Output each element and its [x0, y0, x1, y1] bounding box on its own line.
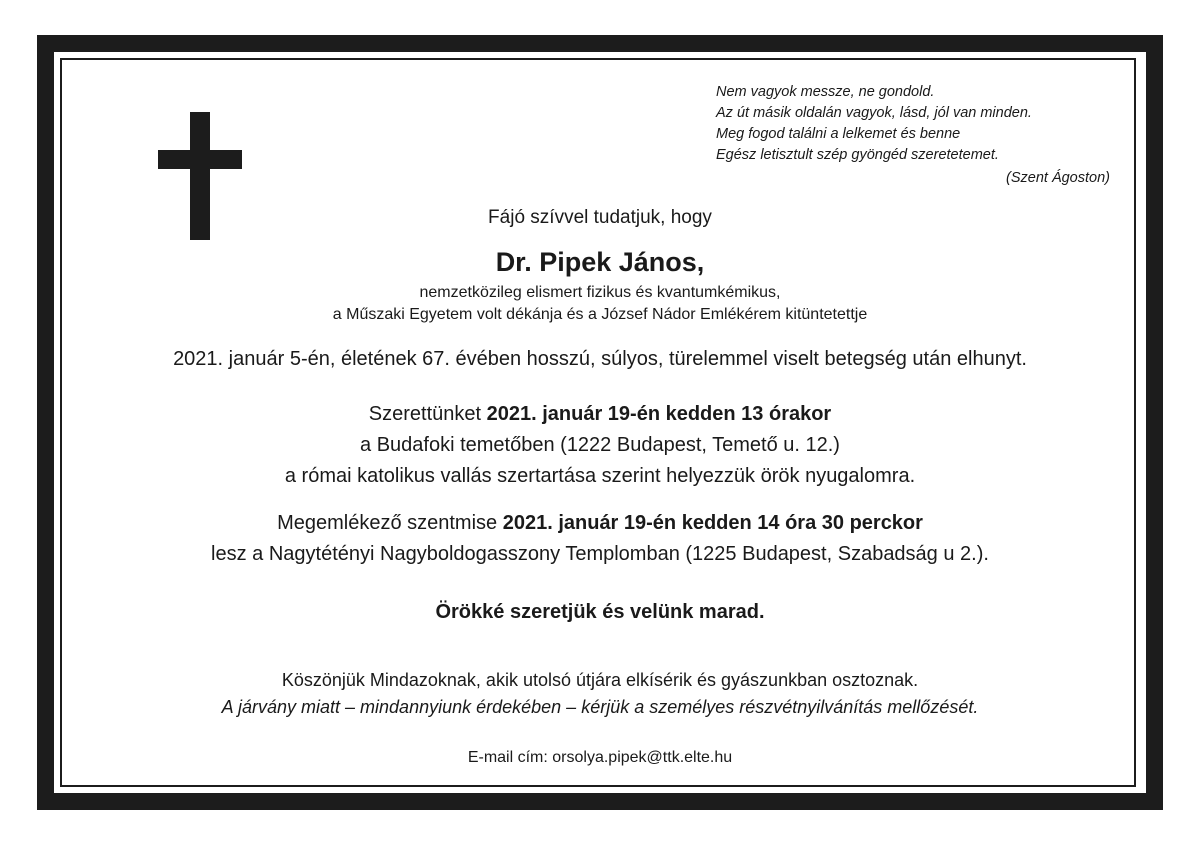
poem-author: (Szent Ágoston): [1006, 170, 1110, 186]
death-notice: 2021. január 5-én, életének 67. évében hosszú, súlyos, türelemmel viselt betegség után elhunyt.: [173, 348, 1027, 370]
motto: Örökké szeretjük és velünk marad.: [435, 601, 765, 623]
poem-quote: [716, 82, 1116, 189]
cross-horizontal-bar: [158, 150, 242, 169]
deceased-name: Dr. Pipek János: [495, 247, 697, 277]
funeral-paragraph: [60, 399, 1140, 492]
deceased-title-line1: nemzetközileg elismert fizikus és kvantumkémikus,: [419, 284, 781, 301]
name-suffix: ,: [696, 247, 705, 277]
email-line: [60, 749, 1140, 767]
thanks-line2: A járvány miatt – mindannyiunk érdekében – kérjük a személyes részvétnyilvánítás mellőzését.: [221, 697, 979, 717]
mass-prefix: Megemlékező szentmise: [277, 512, 503, 534]
funeral-rite: a római katolikus vallás szertartása szerint helyezzük örök nyugalomra.: [284, 465, 916, 487]
email-label: E-mail cím:: [467, 749, 553, 766]
deceased-name-line: [60, 247, 1140, 278]
poem-line: Meg fogod találni a lelkemet és benne: [716, 126, 961, 142]
mass-place: lesz a Nagytétényi Nagyboldogasszony Templomban (1225 Budapest, Szabadság u 2.).: [211, 543, 989, 565]
poem-line: Egész letisztult szép gyöngéd szeretetemet.: [716, 147, 999, 163]
mass-paragraph: [60, 508, 1140, 570]
email-address[interactable]: orsolya.pipek@ttk.elte.hu: [552, 749, 733, 766]
funeral-datetime: 2021. január 19-én kedden 13 órakor: [486, 403, 832, 425]
mass-datetime: 2021. január 19-én kedden 14 óra 30 perckor: [502, 512, 923, 534]
funeral-prefix: Szerettünket: [368, 403, 487, 425]
funeral-datetime-line: [60, 399, 1140, 430]
thanks-paragraph: [60, 667, 1140, 721]
thanks-line1: Köszönjük Mindazoknak, akik utolsó útjára elkísérik és gyászunkban osztoznak.: [281, 670, 919, 690]
deceased-title-line2: a Műszaki Egyetem volt dékánja és a József Nádor Emlékérem kitüntetettje: [332, 306, 868, 323]
poem-line: Nem vagyok messze, ne gondold.: [716, 84, 935, 100]
poem-line: Az út másik oldalán vagyok, lásd, jól van minden.: [716, 105, 1032, 121]
mass-datetime-line: [60, 508, 1140, 539]
funeral-place: a Budafoki temetőben (1222 Budapest, Temető u. 12.): [360, 434, 840, 456]
intro-text: Fájó szívvel tudatjuk, hogy: [488, 207, 712, 228]
